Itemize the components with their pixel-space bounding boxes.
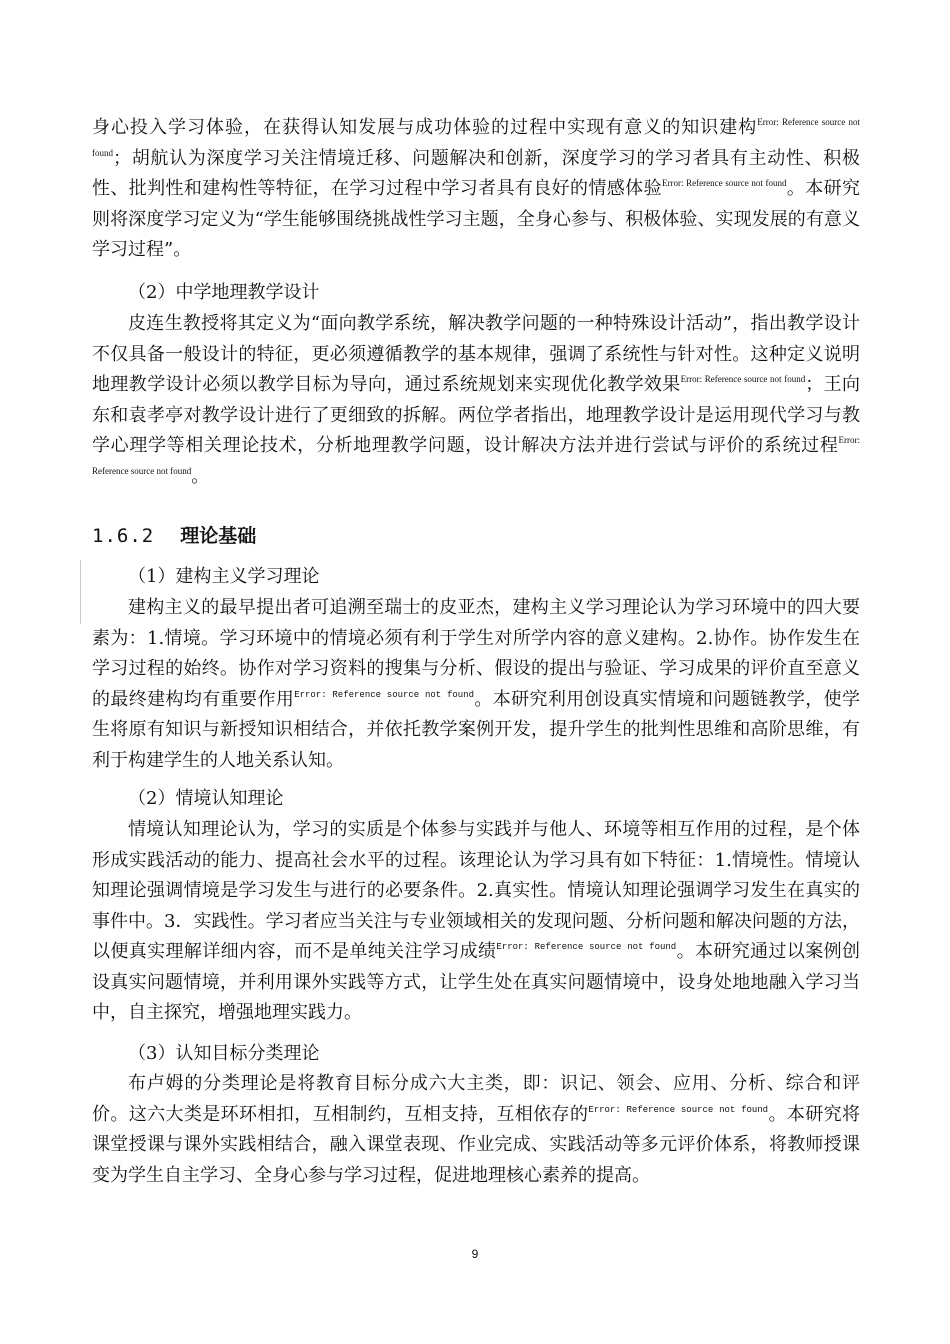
paragraph-text: 建构主义的最早提出者可追溯至瑞士的皮亚杰，建构主义学习理论认为学习环境中的四大要素为：1.情境。学习环境中的情境必须有利于学生对所学内容的意义建构。2.协作。协作发生在学习过程的始终。协作对学习资料的搜集与分析、假设的提出与验证、学习成果的评价直至意义的最终建构均有重要作用 (92, 597, 860, 710)
subsection-title: （3）认知目标分类理论 (128, 1043, 320, 1064)
section-heading (92, 522, 256, 550)
paragraph-text: 。 (191, 465, 210, 487)
paragraph-text: 布卢姆的分类理论是将教育目标分成六大主类，即：识记、领会、应用、分析、综合和评价。这六大类是环环相扣，互相制约，互相支持，互相依存的 (92, 1073, 860, 1125)
paragraph-text: 情境认知理论认为，学习的实质是个体参与实践并与他人、环境等相互作用的过程，是个体形成实践活动的能力、提高社会水平的过程。该理论认为学习具有如下特征：1.情境性。情境认知理论强调情境是学习发生与进行的必要条件。2.真实性。情境认知理论强调学习发生在真实的事件中。3．实践性。学习者应当关注与专业领域相关的发现问题、分析问题和解决问题的方法，以便真实理解详细内容，而不是单纯关注学习成绩 (92, 819, 860, 962)
citation-error: Error: Reference source not found (680, 374, 806, 384)
paragraph-text: 。本研究则将深度学习定义为“学生能够围绕挑战性学习主题，全身心参与、积极体验、实现发展的有意义学习过程”。 (92, 178, 861, 260)
paragraph-bloom-taxonomy (92, 1069, 860, 1191)
paragraph-situated-cognition (92, 815, 860, 1029)
paragraph-text: 皮连生教授将其定义为“面向教学系统，解决教学问题的一种特殊设计活动”，指出教学设计不仅具备一般设计的特征，更必须遵循教学的基本规律，强调了系统性与针对性。这种定义说明地理教学设计必须以教学目标为导向，通过系统规划来实现优化教学效果 (92, 313, 860, 395)
paragraph-text: 身心投入学习体验，在获得认知发展与成功体验的过程中实现有意义的知识建构 (92, 117, 758, 138)
paragraph-text: 。本研究将课堂授课与课外实践相结合，融入课堂表现、作业完成、实践活动等多元评价体系，将教师授课变为学生自主学习、全身心参与学习过程，促进地理核心素养的提高。 (92, 1103, 861, 1186)
subsection-title: （2）情境认知理论 (128, 788, 284, 809)
citation-error: Error: Reference source not found (92, 435, 860, 476)
subsection-title: （2）中学地理教学设计 (128, 282, 320, 303)
paragraph-constructivism (92, 593, 860, 776)
margin-change-bar (80, 560, 81, 624)
section-title: 理论基础 (180, 525, 257, 547)
section-number: 1.6.2 (92, 525, 155, 547)
paragraph-text: ；胡航认为深度学习关注情境迁移、问题解决和创新，深度学习的学习者具有主动性、积极性、批判性和建构性等特征，在学习过程中学习者具有良好的情感体验 (92, 147, 860, 199)
citation-error: Error: Reference source not found (92, 117, 861, 158)
paragraph-text: ；王向东和袁孝亭对教学设计进行了更细致的拆解。两位学者指出，地理教学设计是运用现代学习与教学心理学等相关理论技术，分析地理教学问题，设计解决方法并进行尝试与评价的系统过程 (92, 374, 860, 456)
citation-error: Error: Reference source not found (661, 178, 787, 188)
paragraph-text: 。本研究利用创设真实情境和问题链教学，使学生将原有知识与新授知识相结合，并依托教学案例开发，提升学生的批判性思维和高阶思维，有利于构建学生的人地关系认知。 (92, 688, 861, 771)
citation-error: Error: Reference source not found (588, 1104, 769, 1115)
paragraph-text: 。本研究通过以案例创设真实问题情境，并利用课外实践等方式，让学生处在真实问题情境中，设身处地地融入学习当中，自主探究，增强地理实践力。 (92, 941, 861, 1023)
subsection-title: （1）建构主义学习理论 (128, 566, 320, 587)
page-number: 9 (471, 1247, 479, 1261)
paragraph-teaching-design (92, 309, 860, 492)
citation-error: Error: Reference source not found (496, 942, 677, 952)
citation-error: Error: Reference source not found (294, 689, 474, 700)
paragraph-deep-learning (92, 113, 860, 266)
